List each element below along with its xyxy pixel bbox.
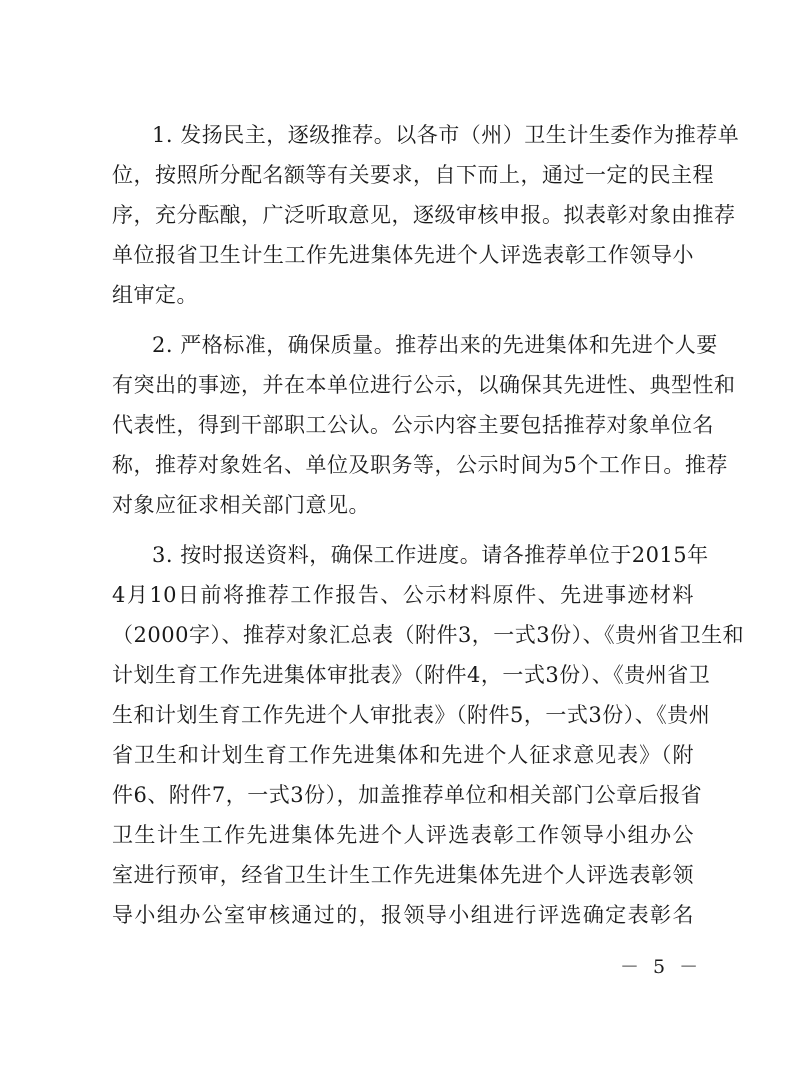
- paragraph-1-line-1: 1. 发扬民主，逐级推荐。以各市（州）卫生计生委作为推荐单: [152, 123, 740, 147]
- page-number: － 5 －: [620, 956, 703, 978]
- paragraph-3-line-8: 卫生计生工作先进集体先进个人评选表彰工作领导小组办公: [112, 823, 694, 847]
- paragraph-1-line-5: 组审定。: [112, 283, 198, 307]
- paragraph-2-line-4: 称，推荐对象姓名、单位及职务等，公示时间为5个工作日。推荐: [112, 453, 728, 477]
- paragraph-3-line-9: 室进行预审，经省卫生计生工作先进集体先进个人评选表彰领: [112, 863, 694, 887]
- paragraph-2-line-1: 2. 严格标准，确保质量。推荐出来的先进集体和先进个人要: [152, 333, 718, 357]
- paragraph-2-line-2: 有突出的事迹，并在本单位进行公示，以确保其先进性、典型性和: [112, 373, 736, 397]
- paragraph-3-line-3: （2000字）、推荐对象汇总表（附件3，一式3份）、《贵州省卫生和: [112, 623, 745, 647]
- paragraph-3-line-2: 4月10日前将推荐工作报告、公示材料原件、先进事迹材料: [112, 583, 694, 607]
- paragraph-3-line-5: 生和计划生育工作先进个人审批表》（附件5，一式3份）、《贵州: [112, 703, 711, 727]
- paragraph-3-line-10: 导小组办公室审核通过的，报领导小组进行评选确定表彰名: [112, 903, 694, 927]
- paragraph-3-line-7: 件6、附件7，一式3份），加盖推荐单位和相关部门公章后报省: [112, 783, 703, 807]
- paragraph-3-line-1: 3. 按时报送资料，确保工作进度。请各推荐单位于2015年: [152, 543, 709, 567]
- paragraph-2-line-3: 代表性，得到干部职工公认。公示内容主要包括推荐对象单位名: [112, 413, 714, 437]
- paragraph-1-line-2: 位，按照所分配名额等有关要求，自下而上，通过一定的民主程: [112, 163, 714, 187]
- paragraph-1-line-3: 序，充分酝酿，广泛听取意见，逐级审核申报。拟表彰对象由推荐: [112, 203, 736, 227]
- paragraph-3-line-6: 省卫生和计划生育工作先进集体和先进个人征求意见表》（附: [112, 743, 694, 767]
- paragraph-2-line-5: 对象应征求相关部门意见。: [112, 493, 370, 517]
- paragraph-3-line-4: 计划生育工作先进集体审批表》（附件4，一式3份）、《贵州省卫: [112, 663, 711, 687]
- paragraph-1-line-4: 单位报省卫生计生工作先进集体先进个人评选表彰工作领导小: [112, 243, 694, 267]
